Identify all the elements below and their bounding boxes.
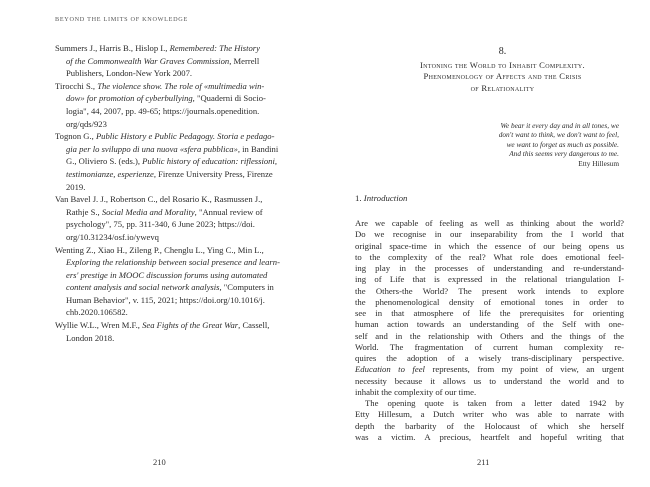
body-line <box>355 398 624 409</box>
epigraph-line: And this seems very dangerous to me. <box>509 149 619 159</box>
text-run: org/10.31234/osf.io/ywevq <box>66 231 159 242</box>
body-line <box>355 286 624 297</box>
chapter-heading <box>355 46 650 94</box>
reference-entry <box>55 193 280 243</box>
right-page <box>325 0 650 487</box>
text-run: represents, from my point of view, an urgent <box>424 364 624 375</box>
text-run: London 2018. <box>66 332 115 343</box>
text-run: see in that atmosphere of life the prerequisites for orienting <box>355 308 624 318</box>
body-line <box>355 387 624 398</box>
text-run: 1. <box>355 193 364 203</box>
body-line <box>355 319 624 330</box>
italic-text: testimonianze, esperienze <box>66 168 154 179</box>
body-line <box>355 364 624 375</box>
italic-text: Exploring the relationship between social presence and learn- <box>66 257 280 268</box>
text-run: Rathje S., <box>66 206 102 217</box>
text-run: Tirocchi S., <box>55 80 98 91</box>
text-run: Do we recognise in our inseparability from the I world that <box>355 229 624 240</box>
page-number-right: 211 <box>477 457 490 467</box>
section-title <box>355 193 407 203</box>
body-line <box>355 297 624 308</box>
epigraph-author: Etty Hillesum <box>578 158 619 168</box>
bibliography-list <box>55 42 280 344</box>
body-line <box>355 263 624 274</box>
body-line <box>355 409 624 420</box>
reference-entry <box>55 42 280 80</box>
text-run: , "Computers in <box>219 282 274 293</box>
epigraph-line: We bear it every day and in all tones, we <box>500 121 619 130</box>
text-run: to the complexity of the real? What role does emotional feel- <box>355 251 624 262</box>
chapter-title-line: Intoning the World to Inhabit Complexity. <box>419 60 586 70</box>
text-run: Human Behavior", v. 115, 2021; https://doi.org/10.1016/j. <box>66 294 265 305</box>
italic-text: Remembered: The History <box>169 43 260 53</box>
reference-entry <box>55 244 280 320</box>
text-run: The opening quote is taken from a letter dated 1942 by <box>365 398 624 408</box>
text-run: the Others-the World? The present work intends to explore <box>355 285 624 296</box>
epigraph <box>475 121 619 168</box>
text-run: , "Annual review of <box>194 206 263 217</box>
italic-text: The violence show. The role of «multimedia win- <box>97 80 265 91</box>
text-run: ing play in the processes of understanding and re-understand- <box>355 263 624 273</box>
body-text <box>355 218 624 443</box>
text-run: Wenting Z., Xiao H., Zileng P., Chenglu L., Ying C., Min L., <box>55 244 264 255</box>
running-head: BEYOND THE LIMITS OF KNOWLEDGE <box>55 16 188 23</box>
text-run: World. The fragmentation of current human complexity re- <box>355 341 624 352</box>
text-run: quires the adoption of a wisely trans-disciplinary perspective. <box>355 353 624 363</box>
reference-entry <box>55 130 280 193</box>
chapter-title <box>355 60 650 94</box>
body-line <box>355 274 624 285</box>
text-run: , in Bandini <box>237 143 279 154</box>
text-run: org/qds/923 <box>66 118 107 129</box>
text-run: Etty Hillesum, a Dutch writer who was able to narrate with <box>355 409 624 420</box>
body-line <box>355 342 624 353</box>
text-run: Van Bavel J. J., Robertson C., del Rosario K., Rasmussen J., <box>55 194 263 205</box>
text-run: psychology", 75, pp. 311-340, 6 June 2023; https://doi. <box>66 219 255 230</box>
page-number-left: 210 <box>153 457 166 467</box>
chapter-title-line: of Relationality <box>470 82 535 93</box>
text-run: Publishers, London-New York 2007. <box>66 68 193 79</box>
italic-text: gia per lo sviluppo di una nuova «sfera pubblica» <box>66 143 238 154</box>
text-run: necessity because it allows us to understand the world and to <box>355 375 624 386</box>
text-run: , Firenze University Press, Firenze <box>153 168 273 179</box>
text-run: the phenomenological density of emotional tones in order to <box>355 296 624 307</box>
body-line <box>355 353 624 364</box>
body-line <box>355 229 624 240</box>
text-run: chb.2020.106582. <box>66 307 128 318</box>
text-run: depth the barbarity of the Holocaust of which she herself <box>355 420 624 431</box>
text-run: Wyllie W.L., Wren M.F., <box>55 320 143 331</box>
italic-text: Education to feel <box>355 364 425 375</box>
italic-text: ers' prestige in MOOC discussion forums using automated <box>66 269 268 280</box>
body-line <box>355 376 624 387</box>
chapter-number: 8. <box>498 46 507 57</box>
text-run: , Merrell <box>229 55 260 66</box>
text-run: , Cassell, <box>238 320 270 331</box>
italic-text: dow» for promotion of cyberbullying <box>66 93 193 104</box>
italic-text: content analysis and social network analysis <box>66 282 220 293</box>
text-run: was a victim. A precious, heartfelt and hopeful writing that <box>355 431 624 442</box>
body-line <box>355 241 624 252</box>
body-line <box>355 308 624 319</box>
italic-text: Public history of education: riflessioni, <box>142 156 278 167</box>
body-line <box>355 252 624 263</box>
italic-text: Social Media and Morality <box>101 206 195 217</box>
text-run: human action towards an understanding of the Self with one- <box>355 319 624 330</box>
text-run: Are we capable of feeling as well as thinking about the world? <box>355 218 624 228</box>
epigraph-line: don't want to think, we don't want to feel, <box>498 130 619 140</box>
text-run: self and in the relationship with Others and the things of the <box>355 330 624 341</box>
text-run: Tognon G., <box>55 131 96 142</box>
text-run: 2019. <box>66 181 86 192</box>
text-run: Summers J., Harris B., Hislop I., <box>55 43 170 53</box>
italic-text: Public History e Public Pedagogy. Storia e pedago- <box>95 131 275 142</box>
chapter-title-line: Phenomenology of Affects and the Crisis <box>423 71 582 82</box>
italic-text: Sea Fights of the Great War <box>142 320 239 331</box>
epigraph-line: we want to forget as much as possible. <box>506 139 619 149</box>
reference-entry <box>55 319 280 344</box>
text-run: inhabit the complexity of our time. <box>355 386 477 397</box>
body-line <box>355 432 624 443</box>
text-run: ing of Life that is expressed in the relational triangulation I- <box>355 274 624 285</box>
text-run: G., Oliviero S. (eds.), <box>66 156 143 167</box>
body-line <box>355 218 624 229</box>
body-line <box>355 421 624 432</box>
body-line <box>355 331 624 342</box>
text-run: original space-time in which the essence of our being opens us <box>355 240 624 251</box>
text-run: logia", 44, 2007, pp. 49-65; https://journals.openedition. <box>66 105 260 116</box>
reference-entry <box>55 80 280 130</box>
text-run: , "Quaderni di Socio- <box>192 93 266 104</box>
italic-text: Introduction <box>363 193 408 203</box>
italic-text: of the Commonwealth War Graves Commission <box>66 55 230 66</box>
